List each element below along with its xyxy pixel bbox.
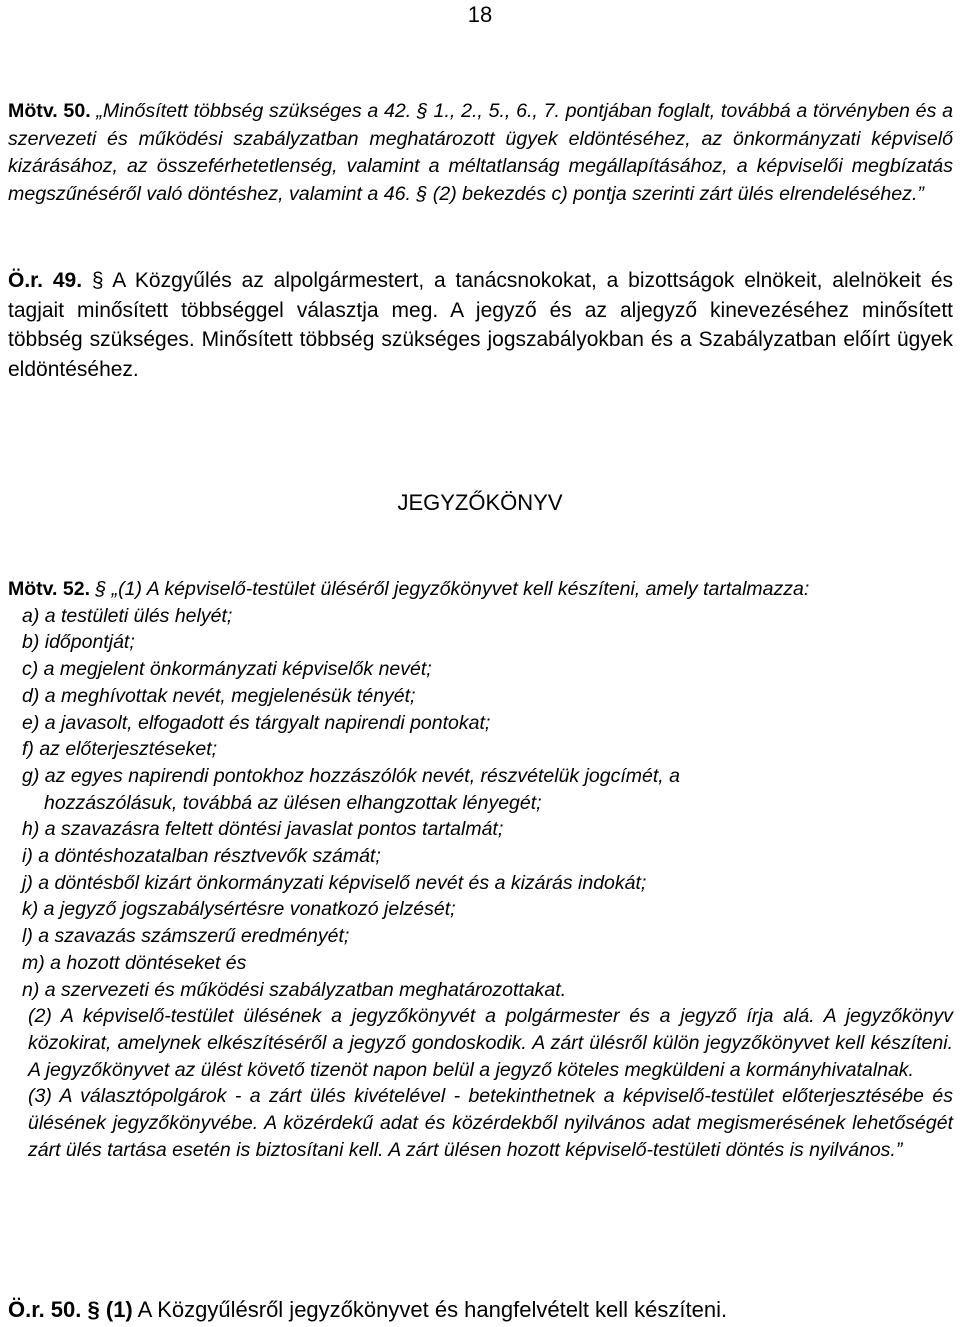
list-item [8, 763, 953, 816]
regulation-excerpt-or-50 [8, 1295, 953, 1325]
list-item: d) a meghívottak nevét, megjelenésük tényét; [22, 684, 416, 707]
list-item: a) a testületi ülés helyét; [22, 604, 233, 627]
list-item: h) a szavazásra feltett döntési javaslat pontos tartalmát; [22, 818, 504, 841]
section-number: § (1) [87, 1297, 133, 1322]
law-reference: Mötv. 50. [8, 100, 91, 122]
intro-paragraph [8, 576, 953, 603]
list-item: m) a hozott döntéseket és [22, 951, 247, 974]
regulation-reference: Ö.r. 49. [8, 269, 83, 292]
list-item: i) a döntéshozatalban résztvevők számát; [22, 845, 381, 868]
list-item: j) a döntésből kizárt önkormányzati képviselő nevét és a kizárás indokát; [22, 871, 647, 894]
law-excerpt-motv-52 [8, 576, 953, 1163]
list-item: n) a szervezeti és működési szabályzatban meghatározottakat. [22, 978, 567, 1001]
list-item: l) a szavazás számszerű eredményét; [22, 925, 350, 948]
list-item: f) az előterjesztéseket; [22, 738, 218, 761]
regulation-text: A Közgyűlésről jegyzőkönyvet és hangfelvételt kell készíteni. [137, 1297, 728, 1322]
list-item: e) a javasolt, elfogadott és tárgyalt napirendi pontokat; [22, 711, 491, 734]
paragraph-3: (3) A választópolgárok - a zárt ülés kivételével - betekinthetnek a képviselő-testület előterjesztésébe és ülésének jegyzőkönyvébe. A közérdekű adat és közérdekből nyilvános adat megismerésének lehetőségét zárt ülés tartása esetén is biztosítani kell. A zárt ülésen hozott képviselő-testületi döntés is nyilvános.” [28, 1085, 953, 1161]
paragraph-2: (2) A képviselő-testület ülésének a jegyzőkönyvét a polgármester és a jegyző írja alá. A jegyzőkönyv közokirat, amelynek elkészítéséről a jegyző gondoskodik. A zárt ülésről külön jegyzőkönyvet kell készíteni. A jegyzőkönyvet az ülést követő tizenöt napon belül a jegyző köteles megküldeni a kormányhivatalnak. [28, 1005, 953, 1081]
list-item: c) a megjelent önkormányzati képviselők nevét; [22, 658, 432, 681]
list-item-continuation: hozzászólásuk, továbbá az ülésen elhangzottak lényegét; [44, 791, 542, 814]
regulation-excerpt-or-49 [8, 266, 953, 384]
regulation-reference: Ö.r. 50. [8, 1297, 82, 1322]
list-item: b) időpontját; [22, 631, 135, 654]
law-text: „Minősített többség szükséges a 42. § 1., 2., 5., 6., 7. pontjában foglalt, továbbá a törvényben és a szervezeti és működési szabályzatban meghatározott ügyek eldöntéséhez, az önkormányzati képviselő kizárásához, az összeférhetetlenség, valamint a méltatlanság megállapításához, a képviselői megbízatás megszűnéséről való döntéshez, valamint a 46. § (2) bekezdés c) pontja szerinti zárt ülés elrendeléséhez.” [8, 100, 953, 205]
list-item-text: g) az egyes napirendi pontokhoz hozzászólók nevét, részvételük jogcímét, a [22, 764, 680, 787]
regulation-text: § A Közgyűlés az alpolgármestert, a tanácsnokokat, a bizottságok elnökeit, alelnökeit és tagjait minősített többséggel választja meg. A jegyző és az aljegyző kinevezéséhez minősített többség szükséges. Minősített többség szükséges jogszabályokban és a Szabályzatban előírt ügyek eldöntéséhez. [8, 269, 954, 381]
minutes-content-list [8, 603, 953, 1004]
section-heading: JEGYZŐKÖNYV [397, 490, 563, 515]
intro-text: § „(1) A képviselő-testület üléséről jegyzőkönyvet kell készíteni, amely tartalmazza: [95, 578, 810, 600]
list-item: k) a jegyző jogszabálysértésre vonatkozó jelzését; [22, 898, 456, 921]
page-number: 18 [467, 2, 493, 27]
law-excerpt-motv-50 [8, 98, 953, 208]
law-reference: Mötv. 52. [8, 578, 90, 600]
